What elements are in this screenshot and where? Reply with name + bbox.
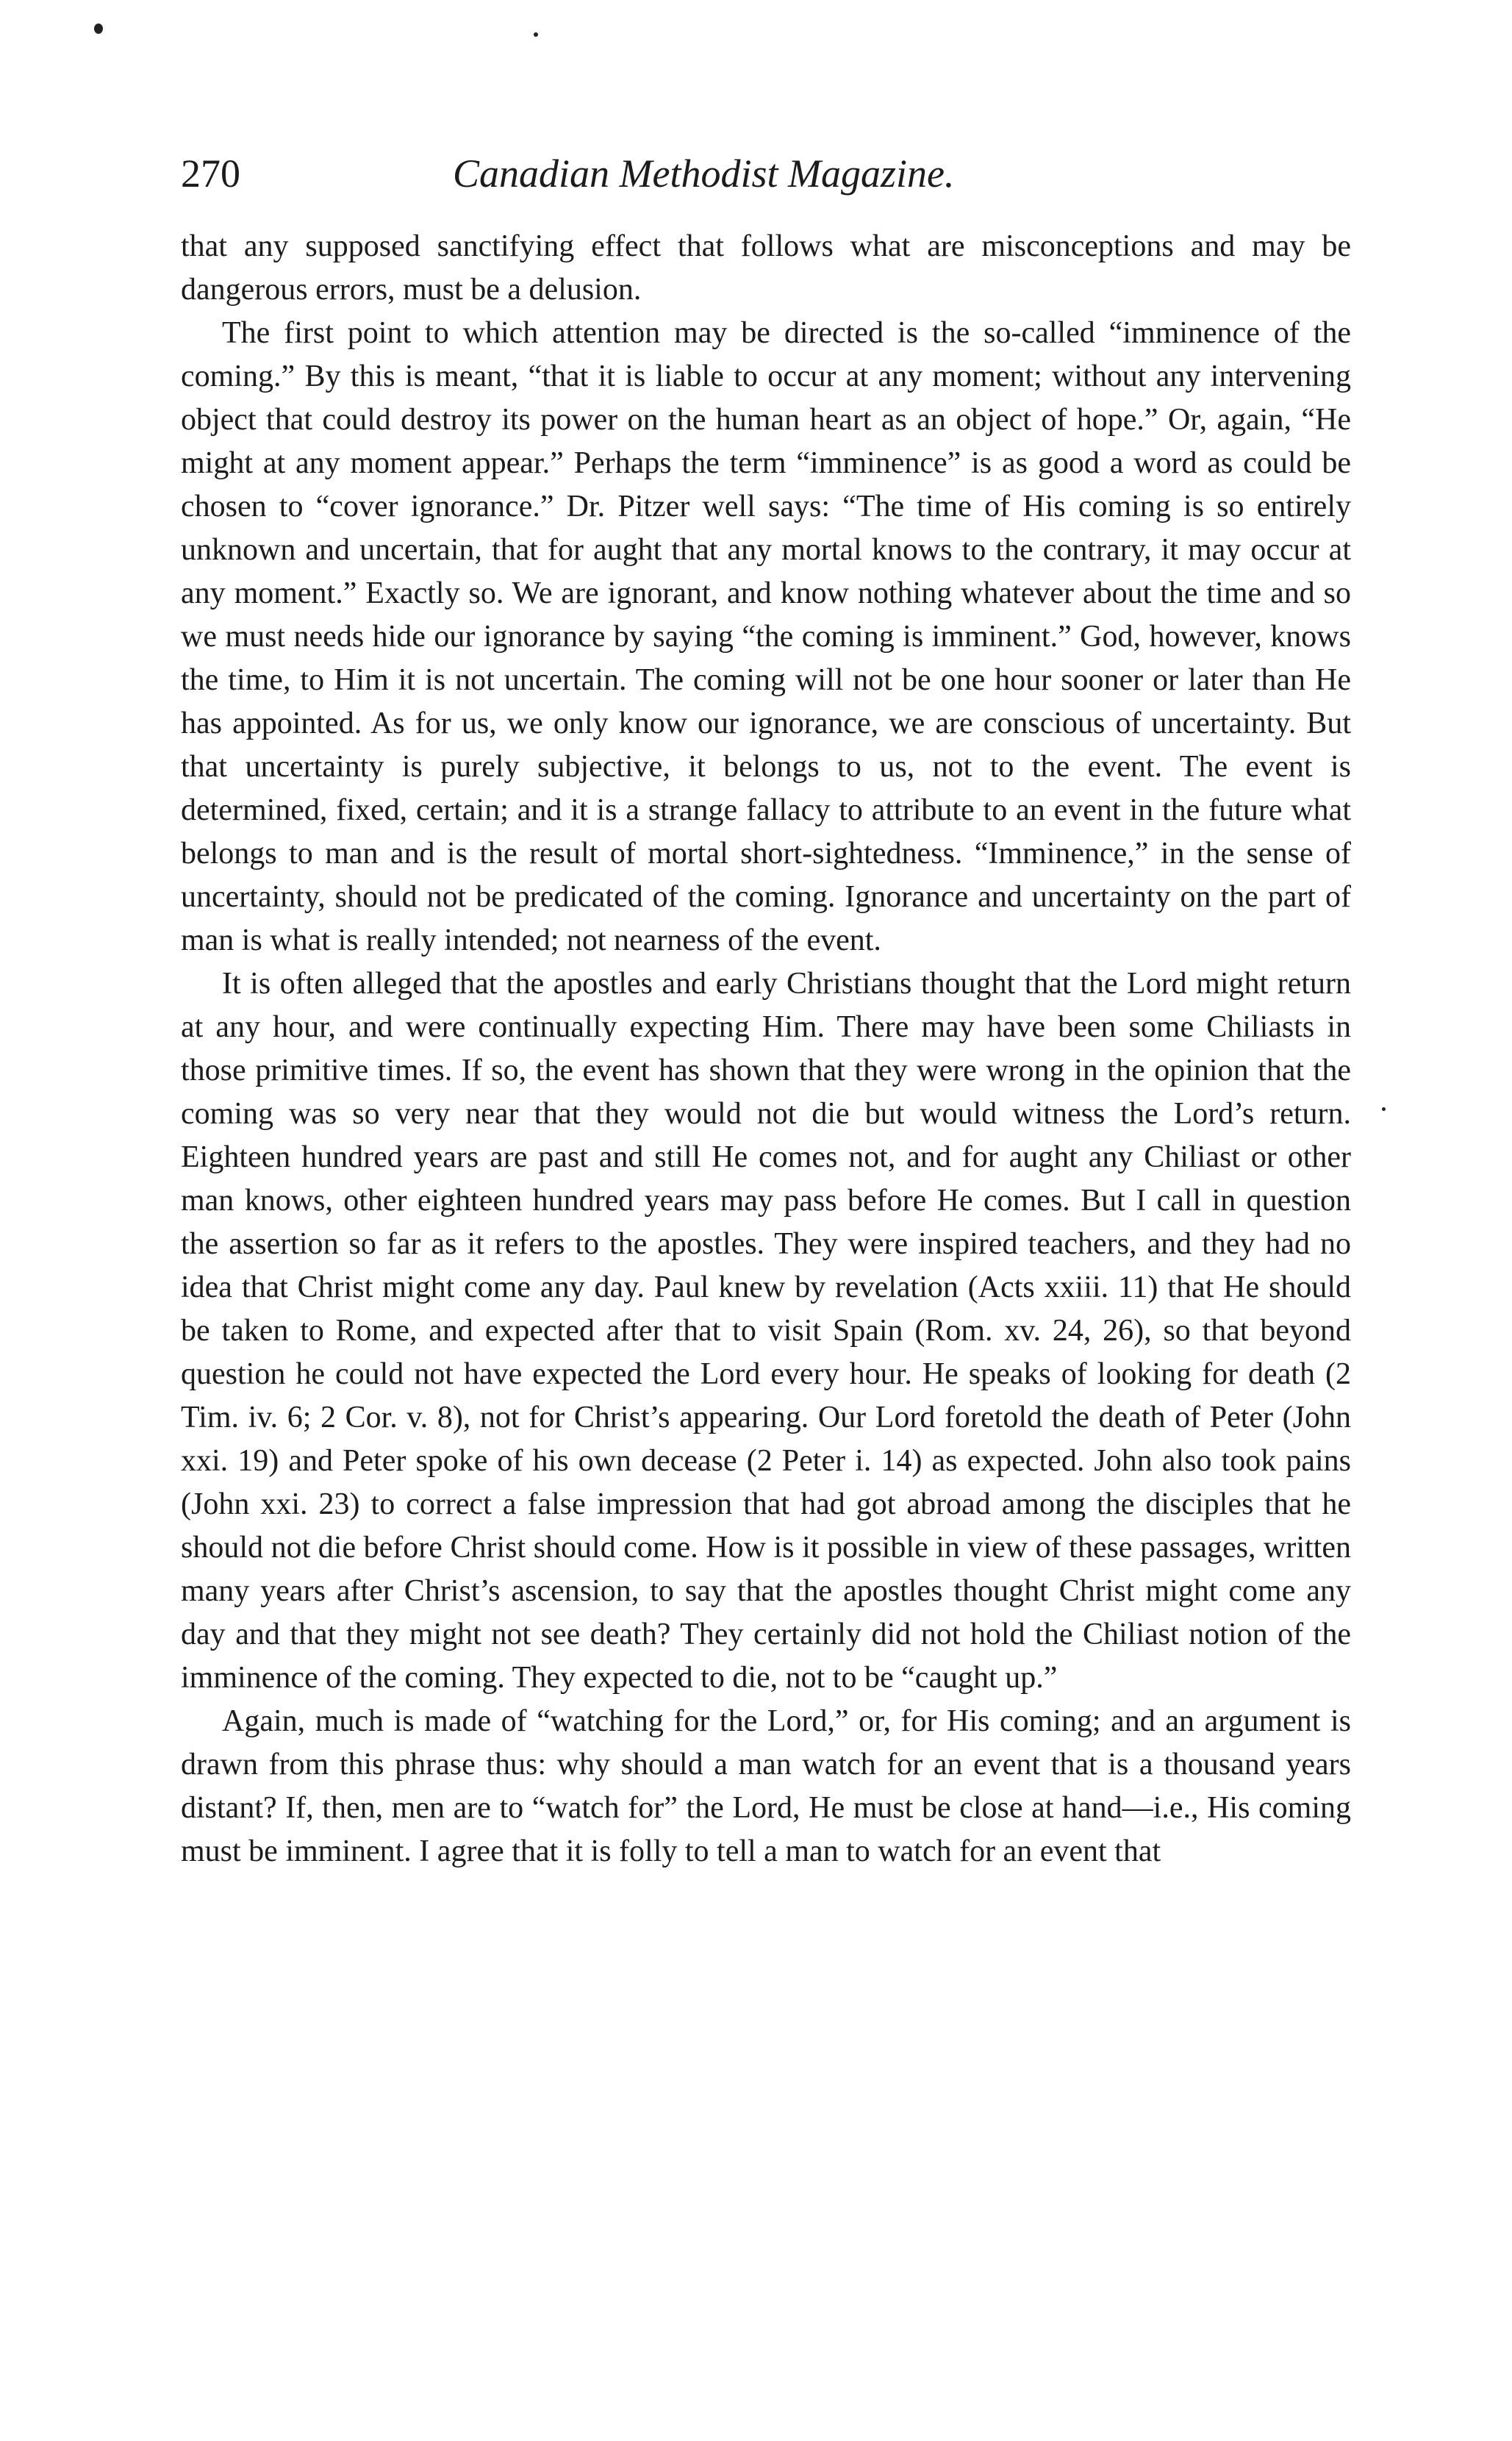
running-title: Canadian Methodist Magazine. — [453, 151, 955, 196]
paragraph: that any supposed sanctifying effect that follows what are misconceptions and may be dangerous errors, must be a delusion. — [181, 229, 1351, 307]
article-body — [181, 225, 1351, 1873]
page-header — [181, 144, 1350, 203]
paragraph: The first point to which attention may be directed is the so-called “imminence of the coming.” By this is meant, “that it is liable to occur at any moment; without any intervening object that could destroy its power on the human heart as an object of hope.” Or, again, “He might at any moment appear.” Perhaps the term “imminence” is as good a word as could be chosen to “cover ignorance.” Dr. Pitzer well says: “The time of His coming is so entirely unknown and uncertain, that for aught that any mortal knows to the contrary, it may occur at any moment.” Exactly so. We are ignorant, and know nothing whatever about the time and so we must needs hide our ignorance by saying “the coming is imminent.” God, however, knows the time, to Him it is not uncertain. The coming will not be one hour sooner or later than He has appointed. As for us, we only know our ignorance, we are conscious of uncertainty. But that uncertainty is purely subjective, it belongs to us, not to the event. The event is determined, fixed, certain; and it is a strange fallacy to attribute to an event in the future what belongs to man and is the result of mortal short-sightedness. “Imminence,” in the sense of uncertainty, should not be predicated of the coming. Ignorance and uncertainty on the part of man is what is really intended; not nearness of the event. — [181, 316, 1351, 957]
scan-speck — [94, 24, 103, 34]
scan-speck — [1382, 1107, 1386, 1111]
page-number: 270 — [181, 151, 240, 196]
paragraph: It is often alleged that the apostles and early Christians thought that the Lord might return at any hour, and were continually expecting Him. There may have been some Chiliasts in those primitive times. If so, the event has shown that they were wrong in the opinion that the coming was so very near that they would not die but would witness the Lord’s return. Eighteen hundred years are past and still He comes not, and for aught any Chiliast or other man knows, other eighteen hundred years may pass before He comes. But I call in question the assertion so far as it refers to the apostles. They were inspired teachers, and they had no idea that Christ might come any day. Paul knew by revelation (Acts xxiii. 11) that He should be taken to Rome, and expected after that to visit Spain (Rom. xv. 24, 26), so that beyond question he could not have expected the Lord every hour. He speaks of looking for death (2 Tim. iv. 6; 2 Cor. v. 8), not for Christ’s appearing. Our Lord foretold the death of Peter (John xxi. 19) and Peter spoke of his own decease (2 Peter i. 14) as expected. John also took pains (John xxi. 23) to correct a false impression that had got abroad among the disciples that he should not die before Christ should come. How is it possible in view of these passages, written many years after Christ’s ascension, to say that the apostles thought Christ might come any day and that they might not see death? They certainly did not hold the Chiliast notion of the imminence of the coming. They expected to die, not to be “caught up.” — [181, 967, 1351, 1695]
scan-speck — [534, 32, 538, 37]
paragraph: Again, much is made of “watching for the Lord,” or, for His coming; and an argument is drawn from this phrase thus: why should a man watch for an event that is a thousand years distant? If, then, men are to “watch for” the Lord, He must be close at hand—i.e., His coming must be imminent. I agree that it is folly to tell a man to watch for an event that — [181, 1704, 1351, 1868]
